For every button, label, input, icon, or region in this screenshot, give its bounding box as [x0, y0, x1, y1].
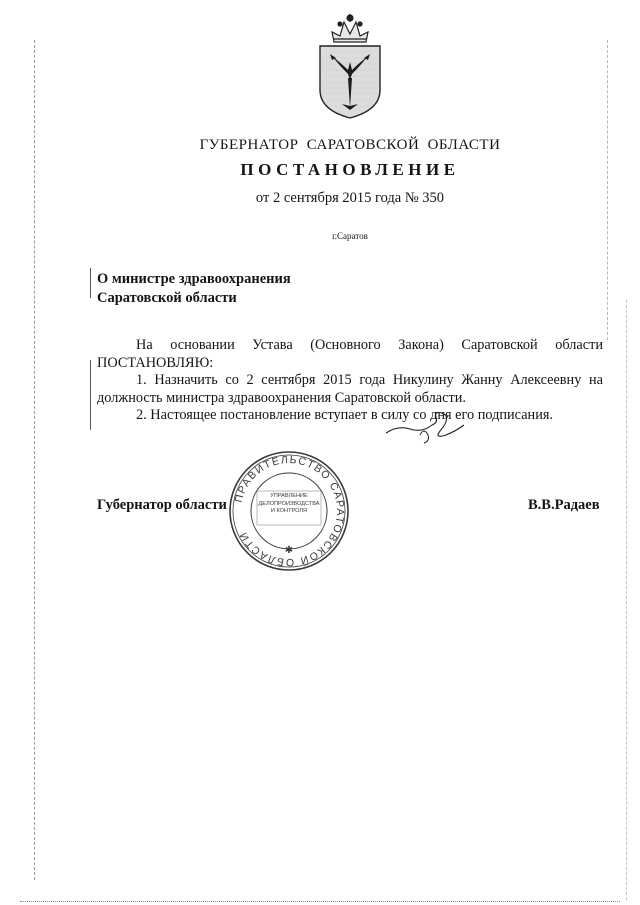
official-seal-icon: [227, 449, 351, 573]
handwritten-signature-icon: [380, 405, 470, 445]
scan-edge-line: [626, 300, 627, 900]
scan-bottom-edge: [20, 901, 620, 902]
body-item-1: 1. Назначить со 2 сентября 2015 года Никулину Жанну Алексеевну на должность министра здравоохранения Саратовской области.: [97, 372, 603, 406]
stamp-inner-text: УПРАВЛЕНИЕ ДЕЛОПРОИЗВОДСТВА И КОНТРОЛЯ: [258, 493, 320, 514]
body-paragraph-basis: На основании Устава (Основного Закона) Саратовской области: [136, 337, 603, 353]
body-item-2: 2. Настоящее постановление вступает в силу со дня его подписания.: [136, 407, 553, 424]
signatory-position: Губернатор области: [97, 497, 227, 513]
subject-line-2: Саратовской области: [97, 290, 237, 306]
stamp-ring-text: ПРАВИТЕЛЬСТВО САРАТОВСКОЙ ОБЛАСТИ: [232, 453, 347, 569]
saratov-coat-of-arms-icon: [312, 12, 388, 122]
document-city: г.Саратов: [332, 231, 368, 241]
margin-mark: [90, 268, 91, 298]
body-paragraph-resolve: ПОСТАНОВЛЯЮ:: [97, 354, 214, 371]
signatory-name: В.В.Радаев: [528, 497, 600, 513]
document-type: ПОСТАНОВЛЕНИЕ: [240, 160, 460, 179]
issuing-authority: ГУБЕРНАТОР САРАТОВСКОЙ ОБЛАСТИ: [199, 137, 501, 153]
document-subject: [97, 270, 291, 308]
document-date-number: от 2 сентября 2015 года № 350: [255, 190, 445, 206]
subject-line-1: О министре здравоохранения: [97, 271, 291, 287]
svg-text:✱: ✱: [284, 545, 294, 556]
margin-mark: [90, 360, 91, 430]
document-body: [97, 337, 603, 425]
